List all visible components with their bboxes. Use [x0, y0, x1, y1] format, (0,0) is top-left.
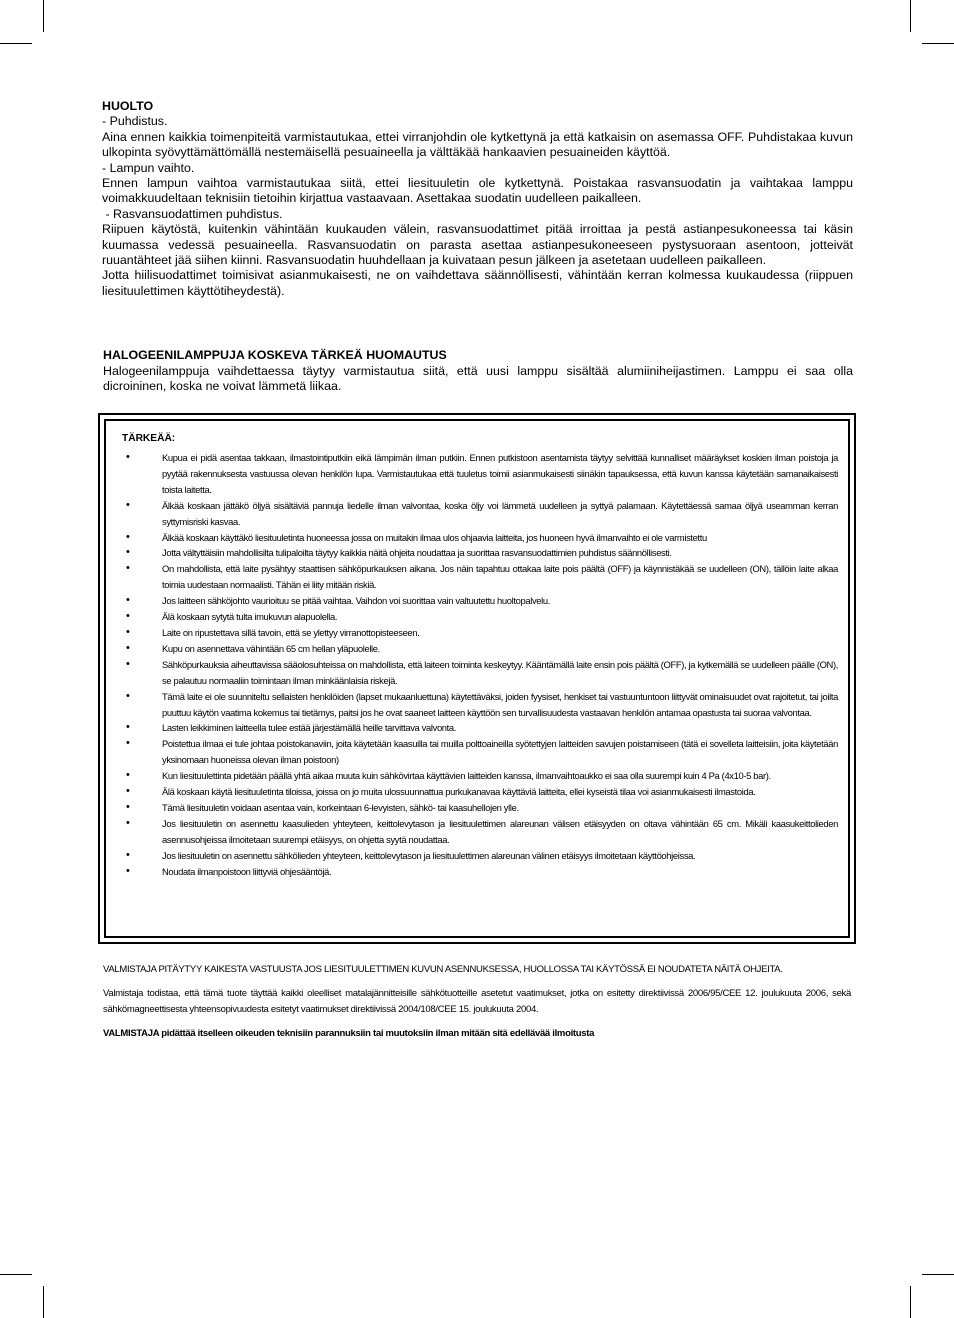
important-title: TÄRKEÄÄ: — [122, 433, 176, 444]
important-list-item — [120, 768, 838, 784]
bullet-icon: • — [126, 864, 130, 877]
crop-mark — [0, 1274, 32, 1275]
important-list-item — [120, 816, 838, 848]
important-item-text: Jotta vältyttäisiin mahdollisilta tulipaloilta täytyy kaikkia näitä ohjeita noudattaa ja suorittaa rasvansuodattimien puhdistus säännöllisesti. — [162, 547, 672, 559]
bullet-icon: • — [126, 562, 130, 575]
important-item-text: Noudata ilmanpoistoon liittyviä ohjesääntöjä. — [162, 865, 332, 877]
important-notice-inner-border — [104, 419, 850, 938]
important-list-item — [120, 864, 838, 880]
maintenance-line: Ennen lampun vaihtoa varmistautukaa siitä, ettei liesituuletin ole kytkettynä. Poistakaa rasvansuodatin ja vaihtakaa lamppu voimakkuudeltaan teknisiin tietoihin kirjattua vastaavaan. Asettakaa suodatin uudelleen paikalleen. — [102, 176, 853, 206]
important-list-item — [120, 848, 838, 864]
important-item-text: Tämä liesituuletin voidaan asentaa vain, korkeintaan 6-levyisten, sähkö- tai kaasuhellojen ylle. — [162, 801, 519, 813]
crop-mark — [910, 1286, 911, 1318]
bullet-icon: • — [126, 785, 130, 798]
bullet-icon: • — [126, 848, 130, 861]
important-item-text: Jos liesituuletin on asennettu kaasulieden yhteyteen, keittolevytason ja liesituulettimen alareunan välisen etäisyyden on oltava vähintään 65 cm. Mikäli kaasukeittolieden asennusohjeissa ilmoitetaan suurempi etäisyys, on ohjetta syytä noudattaa. — [162, 817, 838, 845]
important-notice-box — [98, 413, 856, 944]
important-item-text: Älä koskaan sytytä tulta imukuvun alapuolella. — [162, 611, 338, 623]
bullet-icon: • — [126, 546, 130, 559]
important-list-item — [120, 800, 838, 816]
important-list-item — [120, 641, 838, 657]
important-list-item — [120, 736, 838, 768]
important-list-item — [120, 530, 838, 546]
bullet-icon: • — [126, 530, 130, 543]
important-list-item — [120, 689, 838, 721]
reservation-note: VALMISTAJA pidättää itselleen oikeuden teknisiin parannuksiin tai muutoksiin ilman mitään sitä edellävää ilmoitusta — [103, 1028, 595, 1039]
bullet-icon: • — [126, 610, 130, 623]
important-list-item — [120, 625, 838, 641]
important-list-item — [120, 561, 838, 593]
important-item-text: Jos liesituuletin on asennettu sähkölieden yhteyteen, keittolevytason ja liesituulettimen alareunan välinen etäisyys ilmoitetaan käyttöohjeissa. — [162, 849, 696, 861]
bullet-icon: • — [126, 721, 130, 734]
maintenance-line: - Lampun vaihto. — [102, 160, 195, 175]
halogen-text: Halogeenilamppuja vaihdettaessa täytyy varmistautua siitä, että uusi lamppu sisältää alumiiniheijastimen. Lamppu ei saa olla dicroininen, koska ne voivat lämmetä liikaa. — [103, 363, 853, 394]
maintenance-line: - Puhdistus. — [102, 114, 168, 129]
bullet-icon: • — [126, 816, 130, 829]
important-list-item — [120, 498, 838, 530]
liability-disclaimer: VALMISTAJA PITÄYTYY KAIKESTA VASTUUSTA JOS LIESITUULETTIMEN KUVUN ASENNUKSESSA, HUOLLOSSA TAI KÄYTÖSSÄ EI NOUDATETA NÄITÄ OHJEITA. — [103, 964, 783, 975]
crop-mark — [922, 43, 954, 44]
important-list-item — [120, 657, 838, 689]
important-list-item — [120, 609, 838, 625]
maintenance-title: HUOLTO — [102, 99, 154, 113]
important-item-text: Laite on ripustettava sillä tavoin, että se ylettyy virranottopisteeseen. — [162, 626, 420, 638]
important-item-text: Kun liesituulettinta pidetään päällä yhtä aikaa muuta kuin sähkövirtaa käyttävien laitteiden kanssa, ilmanvaihtoaukko ei saa olla suurempi kuin 4 Pa (4x10-5 bar). — [162, 770, 771, 782]
crop-mark — [922, 1274, 954, 1275]
bullet-icon: • — [126, 769, 130, 782]
maintenance-section — [102, 99, 853, 299]
important-item-text: Älkää koskaan jättäkö öljyä sisältäviä pannuja liedelle ilman valvontaa, koska öljy voi lämmetä uudelleen ja syttyä palamaan. Käytettäessä samaa öljyä useamman kerran syttymisriski kasvaa. — [162, 499, 838, 527]
maintenance-line: - Rasvansuodattimen puhdistus. — [102, 206, 283, 221]
bullet-icon: • — [126, 594, 130, 607]
important-item-text: Älä koskaan käytä liesituuletinta tiloissa, joissa on jo muita ulossuunnattua purkukanavaa käyttäviä laitteita, ellei kyseistä tilaa voi asianmukaisesti ilmastoida. — [162, 786, 756, 798]
important-item-text: Älkää koskaan käyttäkö liesituuletinta huoneessa jossa on muitakin ilmaa ulos ohjaavia laitteita, jos huoneen hyvä ilmanvaihto ei ole varmistettu — [162, 531, 707, 543]
crop-mark — [0, 43, 32, 44]
important-item-text: Tämä laite ei ole suunniteltu sellaisten henkilöiden (lapset mukaanluettuna) käytettäväksi, joiden fyysiset, henkiset tai vastuuntuntoon liittyvät ominaisuudet ovat rajoitetut, tai joilta puuttuu käytön vaatima kokemus tai tietämys, paitsi jos he ovat saaneet laitteen käyttöön sen turvallisuudesta vastaavan henkilön antamaa opastusta tai suoraa valvontaa. — [162, 690, 838, 718]
important-item-text: Kupu on asennettava vähintään 65 cm hellan yläpuolelle. — [162, 642, 380, 654]
important-list-item — [120, 720, 838, 736]
important-list-item — [120, 784, 838, 800]
crop-mark — [43, 1286, 44, 1318]
conformity-declaration: Valmistaja todistaa, että tämä tuote täyttää kaikki oleelliset matalajännitteisille sähkötuotteille asetetut vaatimukset, jotka on esitetty direktiivissä 2006/95/CEE 12. joulukuuta 2006, sekä sähkömagneettisesta yhteensopivuudesta esitetyt vaatimukset direktiivissä 2004/108/CEE 15. joulukuuta 2004. — [103, 988, 851, 1015]
bullet-icon: • — [126, 689, 130, 702]
bullet-icon: • — [126, 800, 130, 813]
important-list-item — [120, 545, 838, 561]
maintenance-line: Riipuen käytöstä, kuitenkin vähintään kuukauden välein, rasvansuodattimet pitää irroittaa ja pestä astianpesukoneessa tai käsin kuumassa vedessä pesuaineella. Rasvansuodatin on parasta asettaa astianpesukoneeseen pystysuoraan asentoon, jotteivät ruuantähteet jää siihen kiinni. Rasvansuodatin huuhdellaan ja kuivataan pesun jälkeen ja asetetaan uudelleen paikalleen. — [102, 222, 853, 268]
crop-mark — [910, 0, 911, 32]
bullet-icon: • — [126, 657, 130, 670]
bullet-icon: • — [126, 625, 130, 638]
important-list — [120, 450, 838, 879]
footer-section — [103, 962, 851, 1050]
important-item-text: On mahdollista, että laite pysähtyy staattisen sähköpurkauksen aikana. Jos näin tapahtuu ottakaa laite pois päältä (OFF) ja käynnistäkää se uudelleen (ON), tällöin laite alkaa toimia uudestaan normaalisti. Tähän ei liity mitään riskiä. — [162, 563, 838, 591]
maintenance-line: Jotta hiilisuodattimet toimisivat asianmukaisesti, ne on vaihdettava säännöllisesti, vähintään kerran kolmessa kuukaudessa (riippuen liesituulettimen käyttötiheydestä). — [102, 268, 853, 298]
crop-mark — [43, 0, 44, 32]
bullet-icon: • — [126, 451, 130, 463]
important-list-item — [120, 593, 838, 609]
important-item-text: Sähköpurkauksia aiheuttavissa sääolosuhteissa on mahdollista, että laiteen toiminta keskeytyy. Kääntämällä laite ensin pois päältä (OFF), ja kytkemällä se uudelleen päälle (ON), se palautuu normaaliin toimintaan ilman minkäänlaisia riskejä. — [162, 658, 838, 686]
bullet-icon: • — [126, 641, 130, 654]
important-item-text: Poistettua ilmaa ei tule johtaa poistokanaviin, joita käytetään kaasuilla tai muilla polttoaineilla syötettyjen laitteiden savujen poistamiseen (tätä ei sovelleta laitteisiin, joita käytetään yksinomaan huoneissa olevan ilman poistoon) — [162, 738, 838, 766]
important-item-text: Jos laitteen sähköjohto vaurioituu se pitää vaihtaa. Vaihdon voi suorittaa vain valtuutettu huoltopalvelu. — [162, 595, 551, 607]
halogen-section — [103, 348, 853, 395]
important-list-item — [120, 450, 838, 498]
halogen-title: HALOGEENILAMPPUJA KOSKEVA TÄRKEÄ HUOMAUTUS — [103, 348, 447, 362]
important-item-text: Kupua ei pidä asentaa takkaan, ilmastointiputkiin eikä lämpimän ilman putkiin. Ennen putkistoon asentamista täytyy selvittää kunnalliset määräykset koskien ilman poistoja ja pyytää rakennuksesta vastuussa olevan henkilön lupa. Varmistautukaa että tuuletus toimii asianmukaisesti siinäkin tapauksessa, että kuvun kanssa käytetään samanaikaisesti toista laitetta. — [162, 452, 838, 495]
bullet-icon: • — [126, 737, 130, 750]
bullet-icon: • — [126, 498, 130, 511]
maintenance-line: Aina ennen kaikkia toimenpiteitä varmistautukaa, ettei virranjohdin ole kytkettynä ja että katkaisin on asemassa OFF. Puhdistakaa kuvun ulkopinta syövyttämättömällä nestemäisellä pesuaineella ja välttäkää hankaavien pesuaineiden käyttöä. — [102, 129, 853, 160]
important-item-text: Lasten leikkiminen laitteella tulee estää järjestämällä heille tarvittava valvonta. — [162, 722, 457, 734]
